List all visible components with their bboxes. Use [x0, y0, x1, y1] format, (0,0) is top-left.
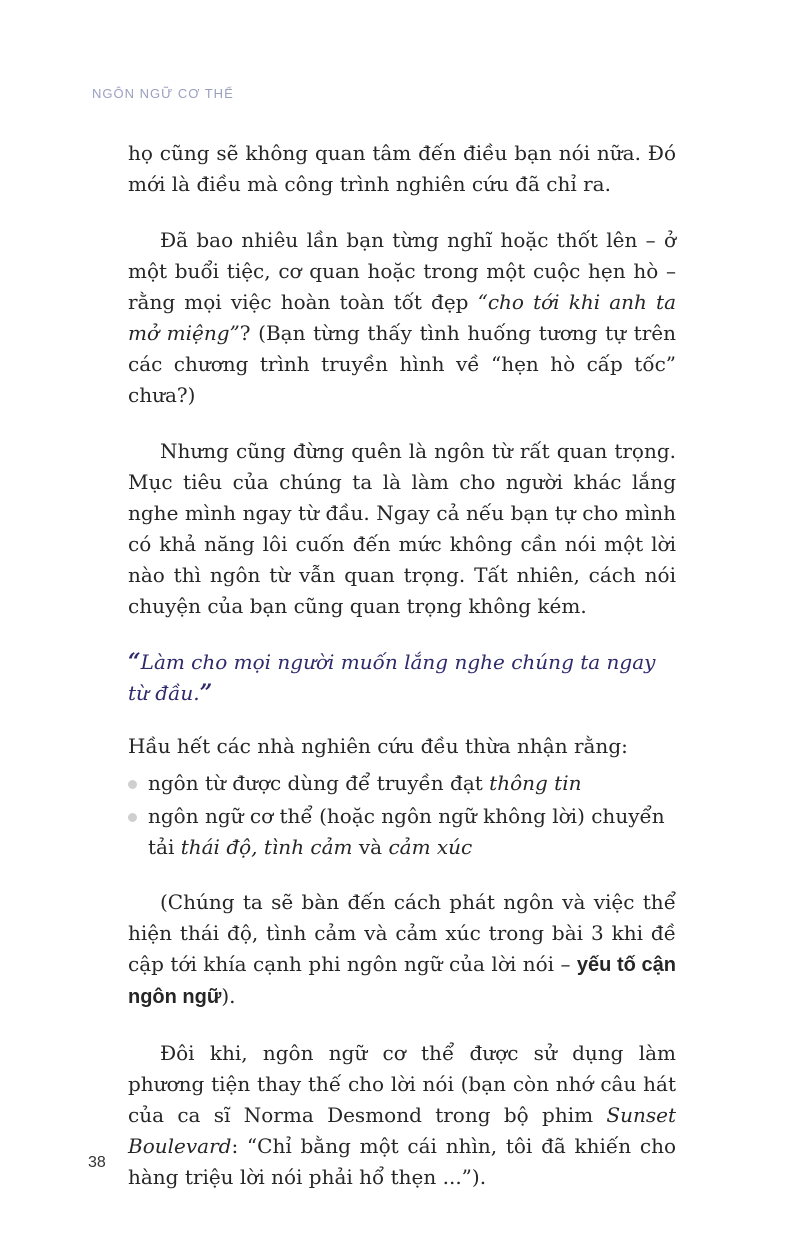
bullet-2-italic-attitude: thái độ, tình cảm — [180, 835, 353, 859]
paragraph-5-bold-term: yếu tố cận ngôn ngữ — [128, 954, 676, 1008]
page-body — [128, 138, 676, 1218]
paragraph-6 — [128, 1038, 676, 1193]
bullet-dot-icon — [128, 813, 137, 822]
pull-quote — [128, 647, 676, 709]
bullet-item-1 — [128, 768, 676, 799]
paragraph-6-text-a: Đôi khi, ngôn ngữ cơ thể được sử dụng làm phương tiện thay thế cho lời nói (bạn còn nhớ câu hát của ca sĩ Norma Desmond trong bộ phim — [128, 1041, 676, 1127]
paragraph-2-text-a: Đã bao nhiêu lần bạn từng nghĩ hoặc thốt lên – ở một buổi tiệc, cơ quan hoặc trong một cuộc hẹn hò – rằng mọi việc hoàn toàn tốt đẹp — [128, 228, 676, 314]
paragraph-2 — [128, 225, 676, 411]
bullet-list — [128, 768, 676, 863]
bullet-1-text: ngôn từ được dùng để truyền đạt — [148, 771, 490, 795]
paragraph-3: Nhưng cũng đừng quên là ngôn từ rất quan trọng. Mục tiêu của chúng ta là làm cho người khác lắng nghe mình ngay từ đầu. Ngay cả nếu bạn tự cho mình có khả năng lôi cuốn đến mức không cần nói một lời nào thì ngôn từ vẫn quan trọng. Tất nhiên, cách nói chuyện của bạn cũng quan trọng không kém. — [128, 439, 676, 618]
paragraph-6-film-title: Sunset Boulevard — [128, 1103, 676, 1158]
paragraph-1: họ cũng sẽ không quan tâm đến điều bạn nói nữa. Đó mới là điều mà công trình nghiên cứu đã chỉ ra. — [128, 141, 676, 196]
page-number: 38 — [88, 1154, 106, 1171]
paragraph-5-text-a: (Chúng ta sẽ bàn đến cách phát ngôn và việc thể hiện thái độ, tình cảm và cảm xúc trong bài 3 khi đề cập tới khía cạnh phi ngôn ngữ của lời nói – — [128, 890, 676, 976]
bullet-dot-icon — [128, 780, 137, 789]
bullet-2-connector: và — [352, 835, 389, 859]
bullet-1-italic: thông tin — [489, 771, 582, 795]
bullet-2-text: ngôn ngữ cơ thể (hoặc ngôn ngữ không lời) chuyển tải — [148, 804, 665, 859]
running-header: NGÔN NGỮ CƠ THỂ — [92, 86, 234, 101]
bullet-item-2 — [128, 801, 676, 863]
bullet-2-italic-emotion: cảm xúc — [388, 835, 473, 859]
paragraph-2-text-c: ? (Bạn từng thấy tình huống tương tự trên các chương trình truyền hình về “hẹn hò cấp tốc” chưa?) — [128, 321, 676, 407]
open-quote-mark: “ — [128, 649, 141, 675]
paragraph-2-italic-quote: “cho tới khi anh ta mở miệng” — [128, 290, 677, 345]
paragraph-5 — [128, 887, 676, 1013]
close-quote-mark: ” — [199, 680, 213, 706]
paragraph-5-text-c: ). — [221, 984, 236, 1008]
pull-quote-text: Làm cho mọi người muốn lắng nghe chúng ta ngay từ đầu. — [128, 650, 656, 705]
paragraph-6-text-c: : “Chỉ bằng một cái nhìn, tôi đã khiến cho hàng triệu lời nói phải hổ thẹn ...”). — [128, 1134, 676, 1189]
paragraph-4: Hầu hết các nhà nghiên cứu đều thừa nhận rằng: — [128, 734, 628, 758]
